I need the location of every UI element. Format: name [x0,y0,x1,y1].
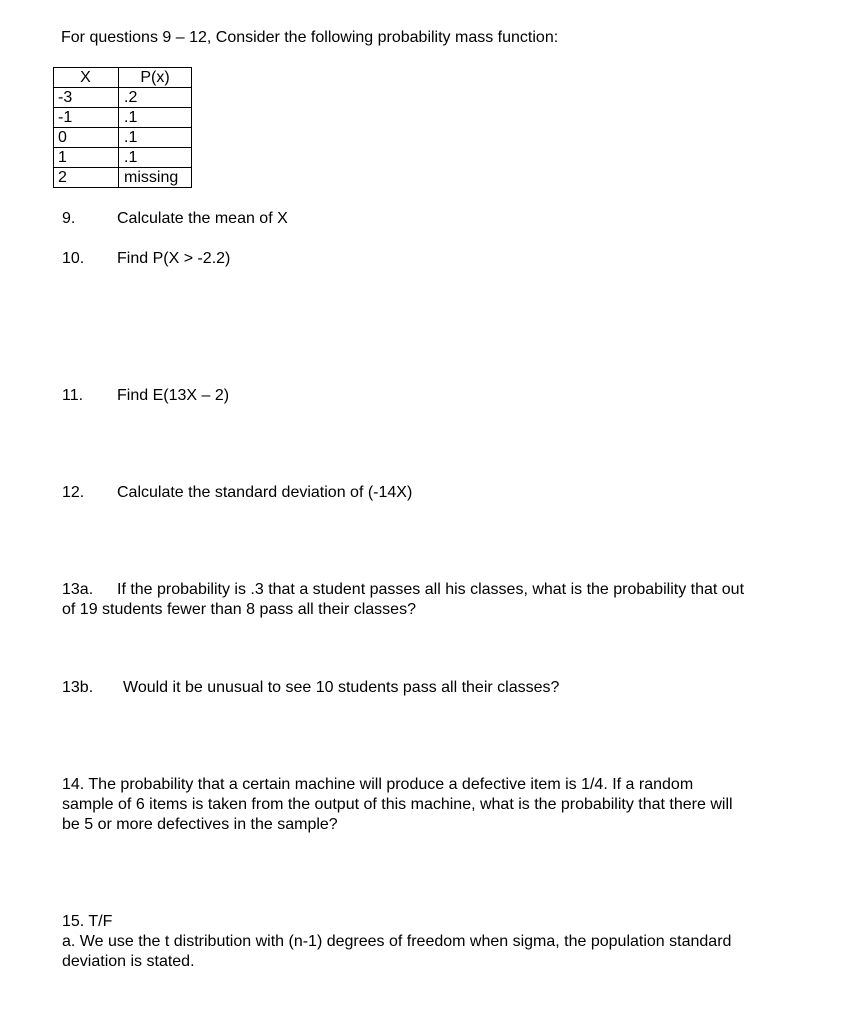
cell-px: .1 [119,148,192,168]
question-number: 10. [62,250,85,267]
question-number: 11. [62,387,84,404]
cell-x: -1 [54,108,119,128]
table-header-row [54,68,192,88]
intro-text: For questions 9 – 12, Consider the following probability mass function: [61,29,559,46]
cell-x: 1 [54,148,119,168]
cell-px: missing [119,168,192,188]
cell-x: -3 [54,88,119,108]
question-number: 9. [62,210,76,227]
cell-x: 2 [54,168,119,188]
table-row [54,88,192,108]
question-text: Would it be unusual to see 10 students pass all their classes? [123,679,560,696]
question-number: 12. [62,484,85,501]
cell-x: 0 [54,128,119,148]
question-text-line1: 14. The probability that a certain machine will produce a defective item is 1/4. If a random [62,776,694,793]
header-x: X [54,68,119,88]
table-row [54,128,192,148]
question-text-line2: sample of 6 items is taken from the output of this machine, what is the probability that there will [62,796,733,813]
cell-px: .1 [119,128,192,148]
question-text-line2: a. We use the t distribution with (n-1) degrees of freedom when sigma, the population standard [62,933,732,950]
question-text: Calculate the mean of X [117,210,288,227]
table-row [54,108,192,128]
question-text: Calculate the standard deviation of (-14X) [117,484,413,501]
question-text-line3: deviation is stated. [62,953,195,970]
pmf-table [53,67,192,188]
question-number: 13b. [62,679,94,696]
question-text: Find P(X > -2.2) [117,250,231,267]
question-text-line1: If the probability is .3 that a student passes all his classes, what is the probability that out [117,581,745,598]
cell-px: .2 [119,88,192,108]
cell-px: .1 [119,108,192,128]
question-text-line3: be 5 or more defectives in the sample? [62,816,338,833]
question-text-line1: 15. T/F [62,913,113,930]
table-row [54,168,192,188]
question-number: 13a. [62,581,94,598]
table-row [54,148,192,168]
question-text: Find E(13X – 2) [117,387,230,404]
header-px: P(x) [119,68,192,88]
question-text-line2: of 19 students fewer than 8 pass all their classes? [62,601,416,618]
